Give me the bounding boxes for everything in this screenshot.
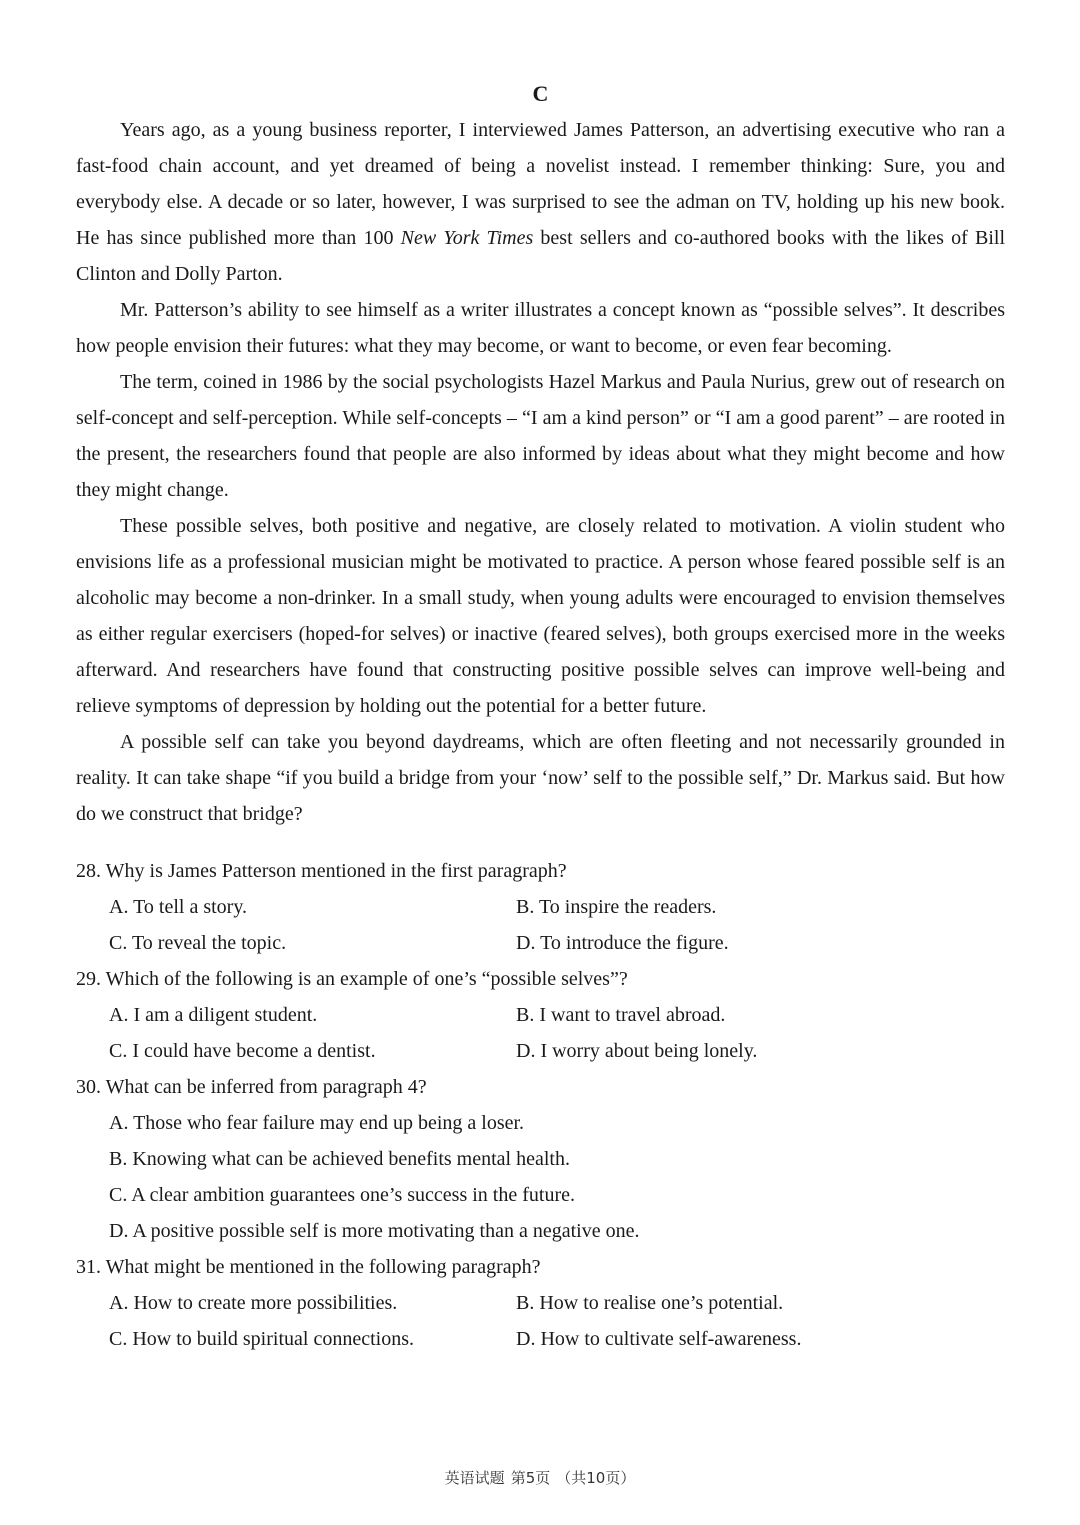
passage-paragraph-3: The term, coined in 1986 by the social psychologists Hazel Markus and Paula Nurius, grew out of research on self-concept and self-perception. While self-concepts – “I am a kind person” or “I am a good parent” – are rooted in the present, the researchers found that people are also informed by ideas about what they might become and how they might change. xyxy=(76,371,1005,501)
paragraph-1-text-b: best sellers and co-authored books with the likes of Bill Clinton and Dolly Parton. xyxy=(76,227,1005,285)
option-b: B. To inspire the readers. xyxy=(516,896,717,918)
section-letter: C xyxy=(532,81,549,106)
answer-options xyxy=(76,997,1005,1069)
question-stem: 28. Why is James Patterson mentioned in the first paragraph? xyxy=(76,860,567,882)
option-d: D. How to cultivate self-awareness. xyxy=(516,1328,802,1350)
option-b: B. I want to travel abroad. xyxy=(516,1004,726,1026)
option-d: D. I worry about being lonely. xyxy=(516,1040,758,1062)
option-d: D. A positive possible self is more motivating than a negative one. xyxy=(109,1220,640,1242)
option-b: B. Knowing what can be achieved benefits mental health. xyxy=(109,1148,570,1170)
question-29 xyxy=(76,961,1005,1069)
question-stem: 31. What might be mentioned in the following paragraph? xyxy=(76,1256,541,1278)
page-footer xyxy=(0,1466,1080,1490)
question-28 xyxy=(76,853,1005,961)
question-stem: 30. What can be inferred from paragraph 4? xyxy=(76,1076,427,1098)
option-a: A. How to create more possibilities. xyxy=(109,1292,398,1314)
option-c: C. A clear ambition guarantees one’s success in the future. xyxy=(109,1184,575,1206)
question-list xyxy=(76,853,1005,1357)
answer-options xyxy=(76,1285,1005,1357)
footer-total-pages: （共10页） xyxy=(556,1469,636,1487)
option-a: A. To tell a story. xyxy=(109,896,248,918)
answer-options xyxy=(76,1105,1005,1249)
passage-paragraph-4: These possible selves, both positive and negative, are closely related to motivation. A violin student who envisions life as a professional musician might be motivated to practice. A person whose feared possible self is an alcoholic may become a non-drinker. In a small study, when young adults were encouraged to envision themselves as either regular exercisers (hoped-for selves) or inactive (feared selves), both groups exercised more in the weeks afterward. And researchers have found that constructing positive possible selves can improve well-being and relieve symptoms of depression by holding out the potential for a better future. xyxy=(76,515,1005,717)
question-stem: 29. Which of the following is an example of one’s “possible selves”? xyxy=(76,968,628,990)
paragraph-1-text-a: Years ago, as a young business reporter, I interviewed James Patterson, an advertising executive who ran a fast-food chain account, and yet dreamed of being a novelist instead. I remember thinking: Sure, you and everybody else. A decade or so later, however, I was surprised to see the adman on TV, holding up his new book. He has since published more than 100 xyxy=(76,119,1005,249)
option-a: A. Those who fear failure may end up being a loser. xyxy=(109,1112,525,1134)
passage-paragraph-2: Mr. Patterson’s ability to see himself as a writer illustrates a concept known as “possible selves”. It describes how people envision their futures: what they may become, or want to become, or even fear becoming. xyxy=(76,299,1005,357)
reading-passage xyxy=(76,112,1005,832)
question-31 xyxy=(76,1249,1005,1357)
footer-page-number: 第5页 xyxy=(510,1469,551,1487)
question-30 xyxy=(76,1069,1005,1249)
answer-options xyxy=(76,889,1005,961)
option-a: A. I am a diligent student. xyxy=(109,1004,318,1026)
option-b: B. How to realise one’s potential. xyxy=(516,1292,784,1314)
option-c: C. I could have become a dentist. xyxy=(109,1040,376,1062)
passage-paragraph-5: A possible self can take you beyond daydreams, which are often fleeting and not necessarily grounded in reality. It can take shape “if you build a bridge from your ‘now’ self to the possible self,” Dr. Markus said. But how do we construct that bridge? xyxy=(76,731,1005,825)
option-c: C. How to build spiritual connections. xyxy=(109,1328,414,1350)
footer-subject: 英语试题 xyxy=(444,1469,505,1487)
passage-paragraph-1 xyxy=(76,112,1005,292)
exam-page xyxy=(76,76,1005,1357)
newspaper-title: New York Times xyxy=(400,227,534,249)
option-c: C. To reveal the topic. xyxy=(109,932,287,954)
option-d: D. To introduce the figure. xyxy=(516,932,729,954)
